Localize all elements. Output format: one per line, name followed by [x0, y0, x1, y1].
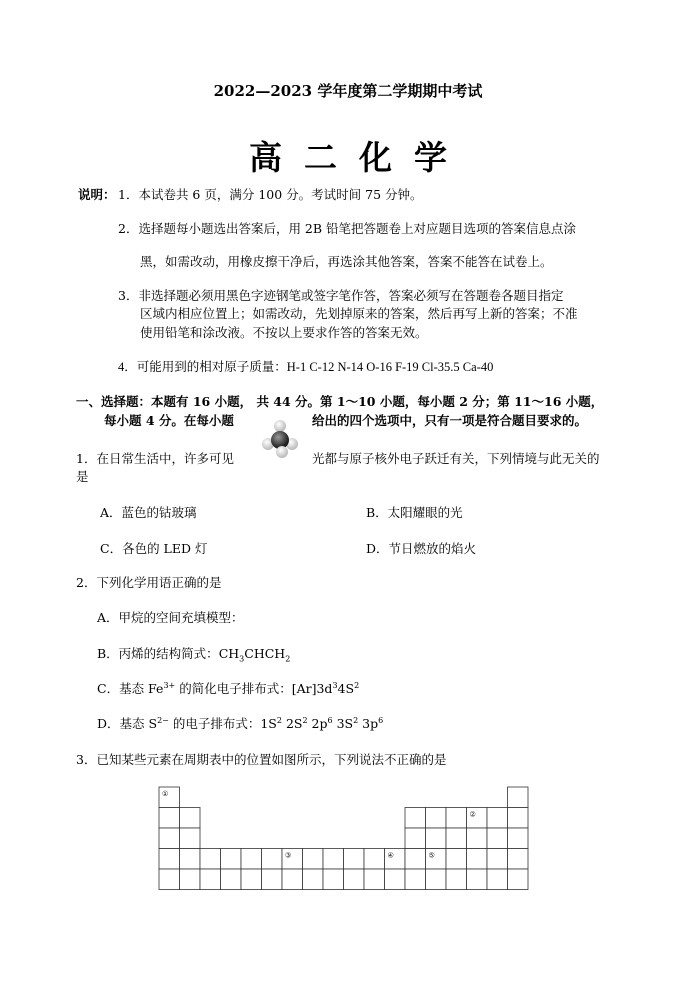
q2-option-c-mid: 的简化电子排布式：: [175, 681, 292, 696]
table-cell: [159, 808, 180, 829]
table-cell: [405, 828, 426, 849]
table-cell: [405, 808, 426, 829]
element-marker: ⑤: [428, 851, 435, 860]
instruction-2-line2: 黑，如需改动，用橡皮擦干净后，再选涂其他答案，答案不能答在试卷上。: [140, 254, 553, 269]
table-cell: [200, 849, 221, 870]
table-cell: [241, 869, 262, 890]
table-cell: [344, 849, 365, 870]
table-cell: [180, 869, 201, 890]
table-cell: [221, 849, 242, 870]
element-marker: ③: [285, 851, 292, 860]
table-cell: [303, 849, 324, 870]
table-cell: [508, 808, 529, 829]
table-cell: [241, 849, 262, 870]
table-cell: [323, 849, 344, 870]
element-marker: ②: [469, 810, 476, 819]
table-cell: [221, 869, 242, 890]
table-cell: [508, 828, 529, 849]
q1-option-a: A．蓝色的钴玻璃: [100, 505, 197, 520]
q1-stem-b: 光都与原子核外电子跃迁有关，下列情境与此无关的: [312, 451, 600, 466]
fe3-ion: $Fe^{3+}$: [148, 680, 176, 696]
q1-option-b: B．太阳耀眼的光: [366, 505, 463, 520]
table-cell: [159, 849, 180, 870]
table-cell: [180, 849, 201, 870]
q2-option-c-prefix: C．基态: [97, 681, 149, 696]
instructions-label: 说明：: [78, 187, 116, 202]
table-cell: [262, 869, 283, 890]
q2-option-d-prefix: D．基态: [97, 716, 149, 731]
table-cell: [385, 869, 406, 890]
s2-configuration: $1S^2$ $2S^2$ $2p^6$ $3S^2$ $3p^6$: [260, 715, 384, 731]
table-cell: [282, 869, 303, 890]
s2-ion: $S^{2-}$: [148, 715, 169, 731]
table-cell: [159, 828, 180, 849]
instruction-2-line1: 2．选择题每小题选出答案后，用 2B 铅笔把答题卷上对应题目选项的答案信息点涂: [118, 221, 577, 236]
exam-title: 2022—2023 学年度第二学期期中考试: [213, 82, 483, 100]
table-cell: [508, 849, 529, 870]
section1-line2-b: 给出的四个选项中，只有一项是符合题目要求的。: [312, 413, 588, 428]
instruction-4: 4．可能用到的相对原子质量：H-1 C-12 N-14 O-16 F-19 Cl-35.5 Ca-40: [118, 360, 494, 374]
propene-formula: $CH_3CHCH_2$: [218, 646, 291, 664]
table-cell: [323, 869, 344, 890]
fe3-configuration: $[Ar]3d^34S^2$: [291, 680, 360, 696]
instruction-3-line1: 3．非选择题必须用黑色字迹钢笔或签字笔作答，答案必须写在答题卷各题目指定: [118, 288, 564, 303]
subject-title: 高二化学: [249, 138, 469, 177]
table-cell: [426, 869, 447, 890]
table-cell: [344, 869, 365, 890]
table-cell: [159, 869, 180, 890]
q2-option-a: A．甲烷的空间充填模型：: [97, 610, 244, 625]
table-cell: [180, 828, 201, 849]
table-cell: [405, 869, 426, 890]
table-cell: [487, 828, 508, 849]
table-cell: [180, 808, 201, 829]
table-cell: [446, 849, 467, 870]
section1-line2-a: 每小题 4 分。在每小题: [104, 413, 234, 428]
instruction-3-line2: 区域内相应位置上；如需改动，先划掉原来的答案，然后再写上新的答案；不准: [140, 306, 578, 321]
q1-stem-a: 1．在日常生活中，许多可见: [76, 451, 234, 466]
q3-stem: 3．已知某些元素在周期表中的位置如图所示，下列说法不正确的是: [76, 752, 447, 767]
section1-line1: 一、选择题：本题有 16 小题， 共 44 分。第 1～10 小题，每小题 2 分；第 11～16 小题，: [76, 394, 604, 409]
q1-option-c: C．各色的 LED 灯: [100, 541, 208, 556]
instruction-1: 1．本试卷共 6 页，满分 100 分。考试时间 75 分钟。: [118, 187, 423, 202]
element-marker: ①: [162, 790, 169, 798]
q1-option-d: D．节日燃放的焰火: [366, 541, 477, 556]
q2-option-d-mid: 的电子排布式：: [168, 716, 261, 731]
q1-stem-c: 是: [76, 469, 89, 484]
table-cell: [200, 869, 221, 890]
q2-stem: 2．下列化学用语正确的是: [76, 575, 222, 590]
table-cell: [405, 849, 426, 870]
table-cell: [487, 808, 508, 829]
table-cell: [467, 849, 488, 870]
table-cell: [467, 828, 488, 849]
table-cell: [364, 869, 385, 890]
table-cell: [364, 849, 385, 870]
table-cell: [446, 808, 467, 829]
table-cell: [446, 828, 467, 849]
table-cell: [262, 849, 283, 870]
table-cell: [487, 849, 508, 870]
q2-option-b-prefix: B．丙烯的结构简式：: [97, 646, 219, 661]
table-cell: [467, 869, 488, 890]
instruction-3-line3: 使用铅笔和涂改液。不按以上要求作答的答案无效。: [140, 325, 428, 340]
table-cell: [508, 869, 529, 890]
table-cell: [426, 828, 447, 849]
table-cell: [303, 869, 324, 890]
element-marker: ④: [387, 851, 394, 860]
table-cell: [426, 808, 447, 829]
table-cell: [508, 787, 529, 808]
table-cell: [446, 869, 467, 890]
table-cell: [487, 869, 508, 890]
